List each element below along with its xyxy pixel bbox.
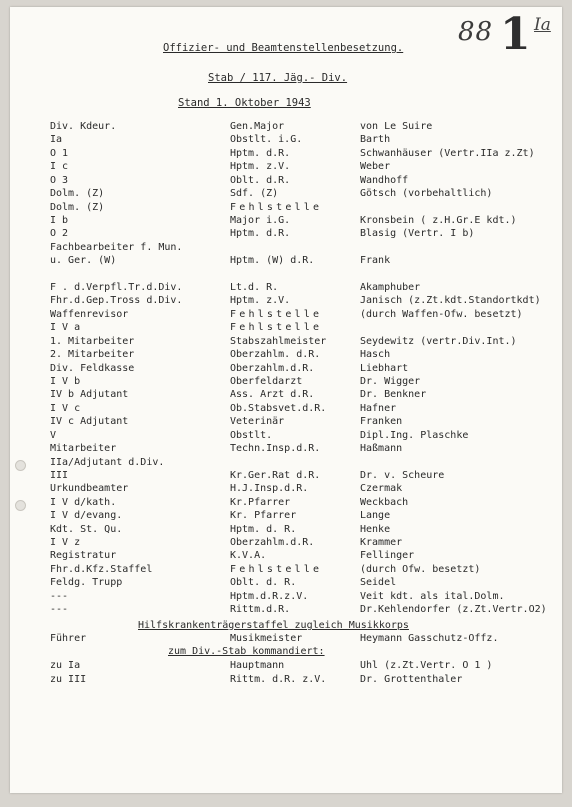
table-row [10,456,562,470]
date-heading: Stand 1. Oktober 1943 [178,97,311,109]
name-cell: Seydewitz (vertr.Div.Int.) [360,336,517,347]
rank-cell: K.V.A. [230,550,267,561]
table-row [10,603,562,617]
rank-cell: H.J.Insp.d.R. [230,483,309,494]
position-cell: Dolm. (Z) [50,202,105,213]
name-cell: Blasig (Vertr. I b) [360,228,475,239]
position-cell: I V b [50,376,81,387]
name-cell: Weckbach [360,497,409,508]
table-row [10,120,562,134]
rank-cell: Major i.G. [230,215,291,226]
position-cell: I V d/evang. [50,510,123,521]
rank-cell: Fehlstelle [230,322,323,333]
name-cell: Haßmann [360,443,403,454]
name-cell: Götsch (vorbehaltlich) [360,188,493,199]
rank-cell: Hptm. z.V. [230,295,291,306]
rank-cell: Ob.Stabsvet.d.R. [230,403,327,414]
position-cell: Dolm. (Z) [50,188,105,199]
table-row [10,429,562,443]
table-row [10,388,562,402]
table-row [10,469,562,483]
position-cell: I V d/kath. [50,497,117,508]
table-row [10,308,562,322]
rank-cell: Oblt. d. R. [230,577,297,588]
section-title: Hilfskrankenträgerstaffel zugleich Musikkorps [138,620,409,631]
rank-cell: Kr. Pfarrer [230,510,297,521]
rank-cell: Stabszahlmeister [230,336,327,347]
position-cell: --- [50,591,69,602]
rank-cell: Obstlt. i.G. [230,134,303,145]
table-row [10,590,562,604]
handwritten-page-number: 88 [458,17,494,47]
section-heading-attached [10,645,562,659]
table-row [10,147,562,161]
table-row [10,549,562,563]
position-cell: u. Ger. (W) [50,255,117,266]
rank-cell: Kr.Pfarrer [230,497,291,508]
name-cell: Barth [360,134,391,145]
name-cell: Krammer [360,537,403,548]
position-cell: Führer [50,633,87,644]
position-cell: 1. Mitarbeiter [50,336,135,347]
name-cell: Hafner [360,403,397,414]
position-cell: Registratur [50,550,117,561]
rank-cell: Kr.Ger.Rat d.R. [230,470,321,481]
name-cell: Dr. v. Scheure [360,470,445,481]
table-row [10,632,562,646]
table-row [10,523,562,537]
position-cell: IIa/Adjutant d.Div. [50,457,165,468]
position-cell: Div. Feldkasse [50,363,135,374]
table-row [10,201,562,215]
position-cell: I V c [50,403,81,414]
table-row [10,227,562,241]
table-row [10,482,562,496]
table-row [10,362,562,376]
rank-cell: Veterinär [230,416,285,427]
rank-cell: Rittm.d.R. [230,604,291,615]
rank-cell: Gen.Major [230,121,285,132]
name-cell: Uhl (z.Zt.Vertr. O 1 ) [360,660,493,671]
rank-cell: Musikmeister [230,633,303,644]
section-heading-music-corps [10,619,562,633]
name-cell: (durch Ofw. besetzt) [360,564,481,575]
table-row [10,281,562,295]
rank-cell: Ass. Arzt d.R. [230,389,315,400]
rank-cell: Hptm. d.R. [230,148,291,159]
document-title: Offizier- und Beamtenstellenbesetzung. [163,42,404,54]
name-cell: Dr. Benkner [360,389,427,400]
rank-cell: Fehlstelle [230,202,323,213]
rank-cell: Rittm. d.R. z.V. [230,674,327,685]
rank-cell: Hptm. (W) d.R. [230,255,315,266]
name-cell: Czermak [360,483,403,494]
table-row [10,335,562,349]
name-cell: Veit kdt. als ital.Dolm. [360,591,505,602]
table-row [10,659,562,673]
rank-cell: Techn.Insp.d.R. [230,443,321,454]
name-cell: Hasch [360,349,391,360]
table-row [10,415,562,429]
rank-cell: Sdf. (Z) [230,188,279,199]
name-cell: Heymann Gasschutz-Offz. [360,633,499,644]
name-cell: von Le Suire [360,121,433,132]
table-row [10,160,562,174]
unit-heading: Stab / 117. Jäg.- Div. [208,72,348,84]
rank-cell: Hptm. d.R. [230,228,291,239]
rank-cell: Oberzahlm. d.R. [230,349,321,360]
rank-cell: Oberzahlm.d.R. [230,363,315,374]
position-cell: O 3 [50,175,69,186]
name-cell: Liebhart [360,363,409,374]
table-row [10,214,562,228]
rank-cell: Oberzahlm.d.R. [230,537,315,548]
table-row [10,375,562,389]
table-row [10,268,562,282]
name-cell: (durch Waffen-Ofw. besetzt) [360,309,523,320]
position-cell: Mitarbeiter [50,443,117,454]
position-cell: IV c Adjutant [50,416,129,427]
position-cell: O 1 [50,148,69,159]
punch-hole [15,460,26,471]
name-cell: Wandhoff [360,175,409,186]
name-cell: Lange [360,510,391,521]
name-cell: Janisch (z.Zt.kdt.Standortkdt) [360,295,541,306]
position-cell: zu III [50,674,87,685]
position-cell: Kdt. St. Qu. [50,524,123,535]
position-cell: Urkundbeamter [50,483,129,494]
position-cell: Fhr.d.Gep.Tross d.Div. [50,295,183,306]
rank-cell: Fehlstelle [230,564,323,575]
table-row [10,509,562,523]
rank-cell: Hptm.d.R.z.V. [230,591,309,602]
table-row [10,254,562,268]
position-cell: I b [50,215,69,226]
punch-hole [15,500,26,511]
name-cell: Dr. Wigger [360,376,421,387]
position-cell: zu Ia [50,660,81,671]
position-cell: --- [50,604,69,615]
name-cell: Henke [360,524,391,535]
name-cell: Dr. Grottenthaler [360,674,463,685]
name-cell: Akamphuber [360,282,421,293]
rank-cell: Oberfeldarzt [230,376,303,387]
table-row [10,496,562,510]
position-cell: Ia [50,134,63,145]
document-page [10,7,562,793]
position-cell: O 2 [50,228,69,239]
rank-cell: Fehlstelle [230,309,323,320]
table-row [10,536,562,550]
handwritten-folio-number: 1 [500,9,531,60]
name-cell: Dipl.Ing. Plaschke [360,430,469,441]
position-cell: Fachbearbeiter f. Mun. [50,242,183,253]
table-row [10,576,562,590]
handwritten-section-mark: Ia [534,15,551,35]
name-cell: Franken [360,416,403,427]
position-cell: 2. Mitarbeiter [50,349,135,360]
position-cell: I V z [50,537,81,548]
table-row [10,294,562,308]
name-cell: Weber [360,161,391,172]
position-cell: Waffenrevisor [50,309,129,320]
position-cell: III [50,470,69,481]
position-cell: V [50,430,57,441]
rank-cell: Hauptmann [230,660,285,671]
table-row [10,442,562,456]
name-cell: Frank [360,255,391,266]
table-row [10,241,562,255]
table-row [10,402,562,416]
rank-cell: Oblt. d.R. [230,175,291,186]
section-title: zum Div.-Stab kommandiert: [168,646,325,657]
position-cell: F . d.Verpfl.Tr.d.Div. [50,282,183,293]
table-row [10,187,562,201]
name-cell: Schwanhäuser (Vertr.IIa z.Zt) [360,148,535,159]
rank-cell: Hptm. d. R. [230,524,297,535]
position-cell: Div. Kdeur. [50,121,117,132]
name-cell: Kronsbein ( z.H.Gr.E kdt.) [360,215,517,226]
position-cell: Feldg. Trupp [50,577,123,588]
position-cell: I c [50,161,69,172]
table-row [10,673,562,687]
name-cell: Fellinger [360,550,415,561]
name-cell: Dr.Kehlendorfer (z.Zt.Vertr.O2) [360,604,547,615]
table-row [10,348,562,362]
rank-cell: Obstlt. [230,430,273,441]
position-cell: IV b Adjutant [50,389,129,400]
position-cell: I V a [50,322,81,333]
rank-cell: Lt.d. R. [230,282,279,293]
table-row [10,563,562,577]
table-row [10,321,562,335]
table-row [10,174,562,188]
table-row [10,133,562,147]
rank-cell: Hptm. z.V. [230,161,291,172]
name-cell: Seidel [360,577,397,588]
position-cell: Fhr.d.Kfz.Staffel [50,564,153,575]
